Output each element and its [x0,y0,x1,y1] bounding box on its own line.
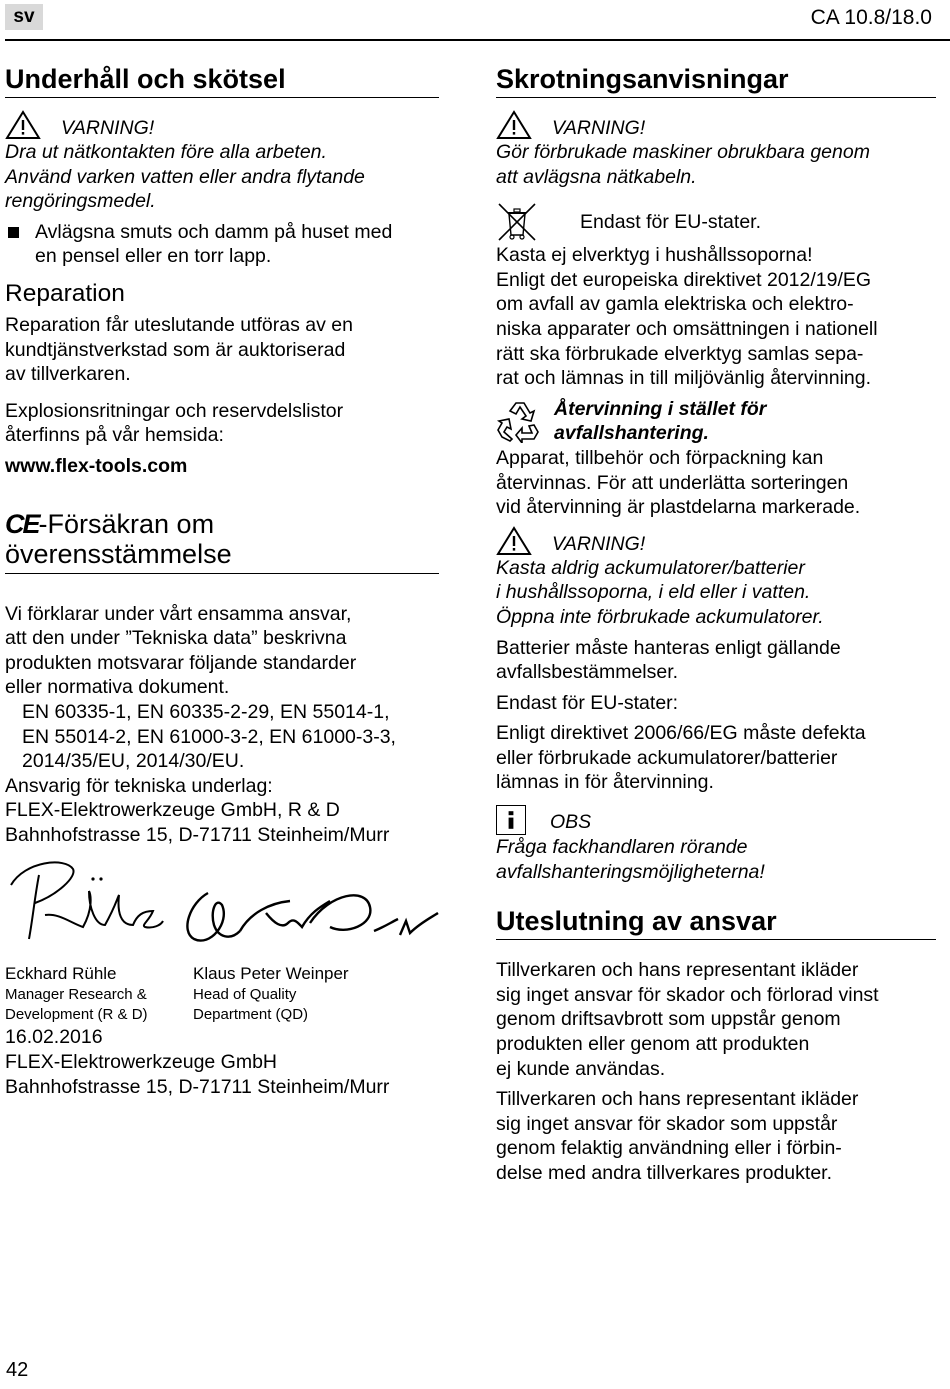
ce-title-line2: överensstämmelse [5,538,232,569]
battery-text-line: Batterier måste hanteras enligt gällande [496,636,841,659]
battery-directive-line: Enligt direktivet 2006/66/EG måste defekta [496,722,866,745]
warning-triangle-icon [496,526,532,556]
repair-text-line: Reparation får uteslutande utföras av en [5,313,353,336]
warning-text-line: rengöringsmedel. [5,190,156,213]
liability-text-line: genom driftsavbrott som uppstår genom [496,1008,841,1031]
bullet-square-icon [8,227,19,238]
liability-text-line: Tillverkaren och hans representant ikläder [496,1088,859,1111]
signature-ruhle [5,855,165,955]
language-badge: sv [5,4,43,30]
declaration-date: 16.02.2016 [5,1026,103,1049]
note-label: OBS [550,811,592,834]
declaration-text-line: produkten motsvarar följande standarder [5,651,357,674]
warning-text-line: i hushållssoporna, i eld eller i vatten. [496,581,811,604]
left-column [5,62,439,1099]
signatory-name: Eckhard Rühle [5,964,117,984]
recycling-heading-line: avfallshantering. [554,422,709,445]
declaration-text-line: Vi förklarar under vårt ensamma ansvar, [5,602,352,625]
warning-text-line: Kasta aldrig ackumulatorer/batterier [496,556,805,579]
liability-text-line: produkten eller genom att produkten [496,1033,810,1056]
company-line: Bahnhofstrasse 15, D-71711 Steinheim/Murr [5,1075,390,1098]
warning-text-line: Gör förbrukade maskiner obrukbara genom [496,141,870,163]
warning-label: VARNING! [552,532,646,555]
warning-triangle-icon [496,110,532,140]
right-column [496,62,936,1186]
liability-heading: Uteslutning av ansvar [496,904,936,940]
note-text-line: Fråga fackhandlaren rörande [496,836,748,859]
weee-text-line: Kasta ej elverktyg i hushållssoporna! [496,244,813,267]
liability-text-line: Tillverkaren och hans representant ikläder [496,959,859,982]
warning-label: VARNING! [552,117,646,139]
document-code: CA 10.8/18.0 [810,6,932,29]
signature-weinper [170,883,440,963]
maintenance-bullet [5,220,439,269]
note-text-line: avfallshanteringsmöjligheterna! [496,860,765,883]
disposal-warning [496,110,936,140]
signatures [5,855,439,963]
repair-text-line: kundtjänstverkstad som är auktoriserad [5,338,346,361]
warning-text-line: Använd varken vatten eller andra flytande [5,165,365,188]
liability-text-line: ej kunde användas. [496,1057,666,1080]
bullet-text-line: en pensel eller en torr lapp. [35,245,272,268]
bullet-text-line: Avlägsna smuts och damm på huset med [35,220,393,243]
page-number: 42 [6,1359,29,1381]
responsible-text-line: FLEX-Elektrowerkzeuge GmbH, R & D [5,799,340,822]
warning-triangle-icon [5,110,41,140]
repair-text-line: av tillverkaren. [5,363,131,386]
signatory-role: Department (QD) [193,1006,309,1024]
exploded-view-text-line: återfinns på vår hemsida: [5,424,224,447]
recycling-text-line: återvinnas. För att underlätta sorteringen [496,471,849,494]
signatory-block [5,963,439,1025]
exploded-view-text-line: Explosionsritningar och reservdelslistor [5,399,344,422]
maintenance-warning [5,110,439,140]
company-line: FLEX-Elektrowerkzeuge GmbH [5,1051,278,1074]
standards-line: EN 60335-1, EN 60335-2-29, EN 55014-1, [22,700,390,723]
weee-text-line: niska apparater och omsättningen i nationell [496,317,878,340]
warning-text-line: att avlägsna nätkabeln. [496,165,697,188]
battery-directive-line: eller förbrukade ackumulatorer/batterier [496,746,838,769]
eu-only-label: Endast för EU-stater: [496,691,679,714]
header-rule [5,39,950,41]
recycling-text-line: vid återvinning är plastdelarna markerade. [496,496,861,519]
ce-title-line1: -Försäkran om [38,508,215,539]
declaration-text-line: att den under ”Tekniska data” beskrivna [5,627,347,650]
signatory-role: Development (R & D) [5,1006,148,1024]
recycling-icon [496,399,540,443]
disposal-heading: Skrotningsanvisningar [496,62,936,98]
liability-text-line: sig inget ansvar för skador och förlorad vinst [496,983,879,1006]
warning-text-line: Öppna inte förbrukade ackumulatorer. [496,605,824,628]
liability-text-line: delse med andra tillverkares produkter. [496,1162,833,1184]
signatory-role: Head of Quality [193,986,297,1004]
standards-line: EN 55014-2, EN 61000-3-2, EN 61000-3-3, [22,725,396,748]
weee-text-line: om avfall av gamla elektriska och elektro- [496,293,854,316]
signatory-name: Klaus Peter Weinper [193,964,349,984]
responsible-text-line: Bahnhofstrasse 15, D-71711 Steinheim/Murr [5,823,390,846]
eu-only-label: Endast för EU-stater. [580,210,761,233]
recycling-heading-line: Återvinning i stället för [554,397,767,420]
standards-line: 2014/35/EU, 2014/30/EU. [22,750,245,773]
maintenance-heading: Underhåll och skötsel [5,62,439,98]
note-row [496,805,936,835]
warning-label: VARNING! [61,117,155,139]
recycling-heading-row [496,397,936,446]
battery-directive-line: lämnas in för återvinning. [496,771,714,794]
crossed-bin-icon [496,201,538,243]
repair-heading: Reparation [5,279,125,307]
website-link[interactable]: www.flex-tools.com [5,454,188,477]
liability-text-line: genom felaktig användning eller i förbin- [496,1137,842,1160]
ce-mark: CE [5,508,39,539]
ce-declaration-heading [5,509,439,574]
liability-text-line: sig inget ansvar för skador som uppstår [496,1112,838,1135]
weee-text-line: Enligt det europeiska direktivet 2012/19/EG [496,268,872,291]
weee-text-line: rat och lämnas in till miljövänlig återvinning. [496,367,872,390]
battery-text-line: avfallsbestämmelser. [496,661,679,684]
recycling-text-line: Apparat, tillbehör och förpackning kan [496,446,824,469]
declaration-text-line: eller normativa dokument. [5,676,230,699]
warning-text-line: Dra ut nätkontakten före alla arbeten. [5,141,327,163]
info-icon [496,805,526,835]
standards-list [5,700,439,774]
signatory-role: Manager Research & [5,986,147,1004]
battery-warning [496,526,936,556]
responsible-text-line: Ansvarig för tekniska underlag: [5,774,273,797]
weee-row [496,201,936,243]
weee-text-line: rätt ska förbrukade elverktyg samlas sepa- [496,342,864,365]
